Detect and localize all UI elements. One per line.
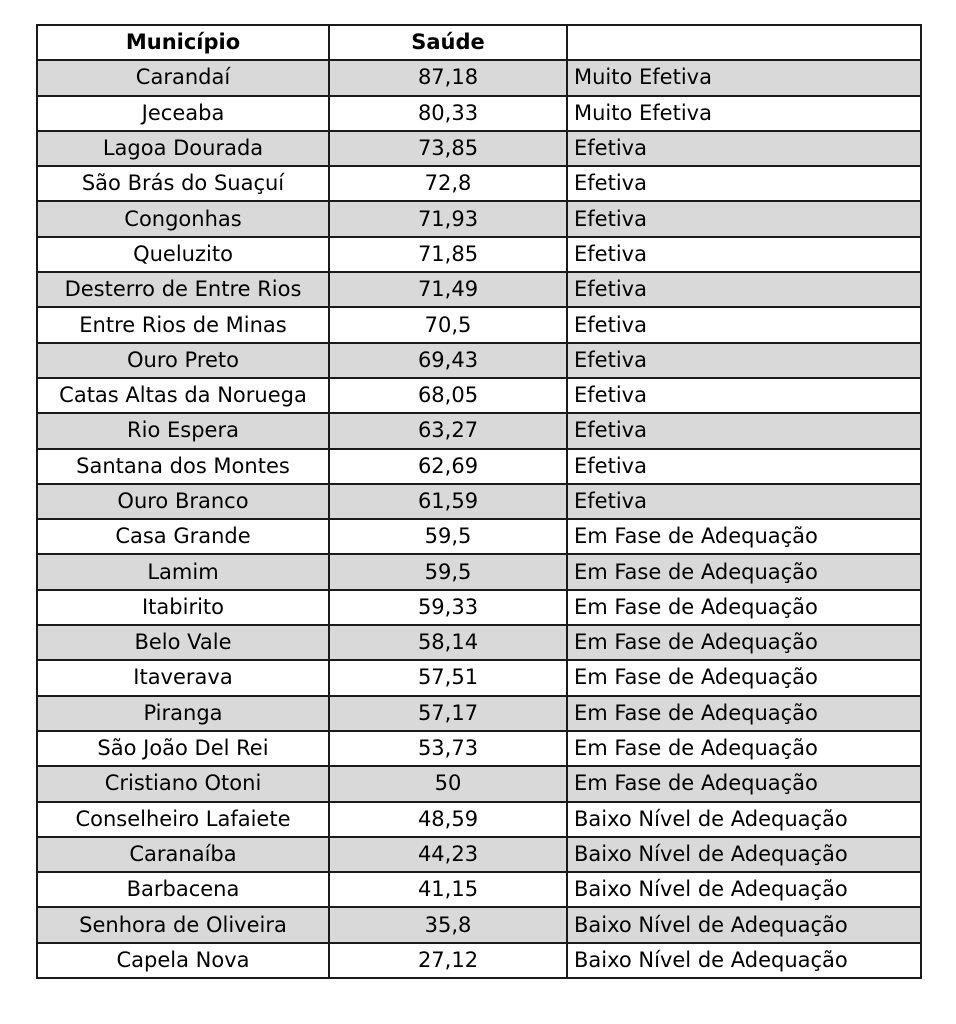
saude-score-cell: 87,18 <box>329 60 567 95</box>
classification-cell: Efetiva <box>567 343 921 378</box>
table-row <box>37 484 921 519</box>
saude-score-cell: 27,12 <box>329 943 567 978</box>
health-effectiveness-table <box>36 24 922 979</box>
saude-score-cell: 57,51 <box>329 660 567 695</box>
classification-cell: Em Fase de Adequação <box>567 731 921 766</box>
classification-cell: Em Fase de Adequação <box>567 554 921 589</box>
classification-cell: Efetiva <box>567 378 921 413</box>
municipio-cell: Conselheiro Lafaiete <box>37 802 329 837</box>
classification-cell: Efetiva <box>567 166 921 201</box>
municipio-cell: Cristiano Otoni <box>37 766 329 801</box>
saude-score-cell: 73,85 <box>329 131 567 166</box>
municipio-cell: São João Del Rei <box>37 731 329 766</box>
table-row <box>37 872 921 907</box>
saude-score-cell: 50 <box>329 766 567 801</box>
saude-score-cell: 63,27 <box>329 413 567 448</box>
table-row <box>37 307 921 342</box>
municipio-cell: Capela Nova <box>37 943 329 978</box>
municipio-cell: Santana dos Montes <box>37 449 329 484</box>
table-row <box>37 343 921 378</box>
table-row <box>37 696 921 731</box>
municipio-cell: Catas Altas da Noruega <box>37 378 329 413</box>
municipio-cell: Belo Vale <box>37 625 329 660</box>
saude-score-cell: 71,93 <box>329 201 567 236</box>
table-row <box>37 237 921 272</box>
header-classification <box>567 25 921 60</box>
saude-score-cell: 70,5 <box>329 307 567 342</box>
saude-score-cell: 44,23 <box>329 837 567 872</box>
municipio-cell: Rio Espera <box>37 413 329 448</box>
table-row <box>37 837 921 872</box>
municipio-cell: Congonhas <box>37 201 329 236</box>
municipio-cell: Entre Rios de Minas <box>37 307 329 342</box>
table-row <box>37 519 921 554</box>
table-row <box>37 201 921 236</box>
classification-cell: Em Fase de Adequação <box>567 696 921 731</box>
municipio-cell: Casa Grande <box>37 519 329 554</box>
table-header-row <box>37 25 921 60</box>
table-row <box>37 907 921 942</box>
saude-score-cell: 57,17 <box>329 696 567 731</box>
municipio-cell: Jeceaba <box>37 96 329 131</box>
municipio-cell: Piranga <box>37 696 329 731</box>
classification-cell: Em Fase de Adequação <box>567 766 921 801</box>
saude-score-cell: 59,5 <box>329 519 567 554</box>
classification-cell: Em Fase de Adequação <box>567 519 921 554</box>
table-row <box>37 660 921 695</box>
municipio-cell: São Brás do Suaçuí <box>37 166 329 201</box>
table-row <box>37 449 921 484</box>
table-row <box>37 96 921 131</box>
saude-score-cell: 71,85 <box>329 237 567 272</box>
table-row <box>37 60 921 95</box>
saude-score-cell: 68,05 <box>329 378 567 413</box>
classification-cell: Efetiva <box>567 484 921 519</box>
table-row <box>37 166 921 201</box>
saude-score-cell: 71,49 <box>329 272 567 307</box>
classification-cell: Muito Efetiva <box>567 60 921 95</box>
saude-score-cell: 80,33 <box>329 96 567 131</box>
table-row <box>37 731 921 766</box>
municipio-cell: Carandaí <box>37 60 329 95</box>
classification-cell: Efetiva <box>567 272 921 307</box>
saude-score-cell: 58,14 <box>329 625 567 660</box>
saude-score-cell: 53,73 <box>329 731 567 766</box>
table-row <box>37 802 921 837</box>
table-row <box>37 413 921 448</box>
saude-score-cell: 48,59 <box>329 802 567 837</box>
municipio-cell: Lagoa Dourada <box>37 131 329 166</box>
classification-cell: Muito Efetiva <box>567 96 921 131</box>
classification-cell: Efetiva <box>567 237 921 272</box>
classification-cell: Efetiva <box>567 307 921 342</box>
municipio-cell: Caranaíba <box>37 837 329 872</box>
classification-cell: Em Fase de Adequação <box>567 660 921 695</box>
table-row <box>37 272 921 307</box>
saude-score-cell: 61,59 <box>329 484 567 519</box>
municipio-cell: Itabirito <box>37 590 329 625</box>
classification-cell: Efetiva <box>567 201 921 236</box>
saude-score-cell: 59,33 <box>329 590 567 625</box>
saude-score-cell: 41,15 <box>329 872 567 907</box>
table-row <box>37 378 921 413</box>
classification-cell: Efetiva <box>567 131 921 166</box>
header-saude: Saúde <box>329 25 567 60</box>
municipio-cell: Lamim <box>37 554 329 589</box>
classification-cell: Baixo Nível de Adequação <box>567 872 921 907</box>
table-row <box>37 943 921 978</box>
municipio-cell: Desterro de Entre Rios <box>37 272 329 307</box>
table-row <box>37 590 921 625</box>
classification-cell: Baixo Nível de Adequação <box>567 802 921 837</box>
saude-score-cell: 69,43 <box>329 343 567 378</box>
classification-cell: Efetiva <box>567 449 921 484</box>
saude-score-cell: 35,8 <box>329 907 567 942</box>
municipio-cell: Senhora de Oliveira <box>37 907 329 942</box>
table-row <box>37 625 921 660</box>
table-row <box>37 766 921 801</box>
municipio-cell: Ouro Preto <box>37 343 329 378</box>
municipio-cell: Barbacena <box>37 872 329 907</box>
table-row <box>37 554 921 589</box>
saude-score-cell: 59,5 <box>329 554 567 589</box>
saude-score-cell: 62,69 <box>329 449 567 484</box>
classification-cell: Em Fase de Adequação <box>567 625 921 660</box>
municipio-cell: Ouro Branco <box>37 484 329 519</box>
municipio-cell: Queluzito <box>37 237 329 272</box>
classification-cell: Baixo Nível de Adequação <box>567 943 921 978</box>
municipio-cell: Itaverava <box>37 660 329 695</box>
table-row <box>37 131 921 166</box>
table-body <box>37 60 921 978</box>
header-municipio: Município <box>37 25 329 60</box>
classification-cell: Em Fase de Adequação <box>567 590 921 625</box>
classification-cell: Efetiva <box>567 413 921 448</box>
classification-cell: Baixo Nível de Adequação <box>567 837 921 872</box>
saude-score-cell: 72,8 <box>329 166 567 201</box>
classification-cell: Baixo Nível de Adequação <box>567 907 921 942</box>
